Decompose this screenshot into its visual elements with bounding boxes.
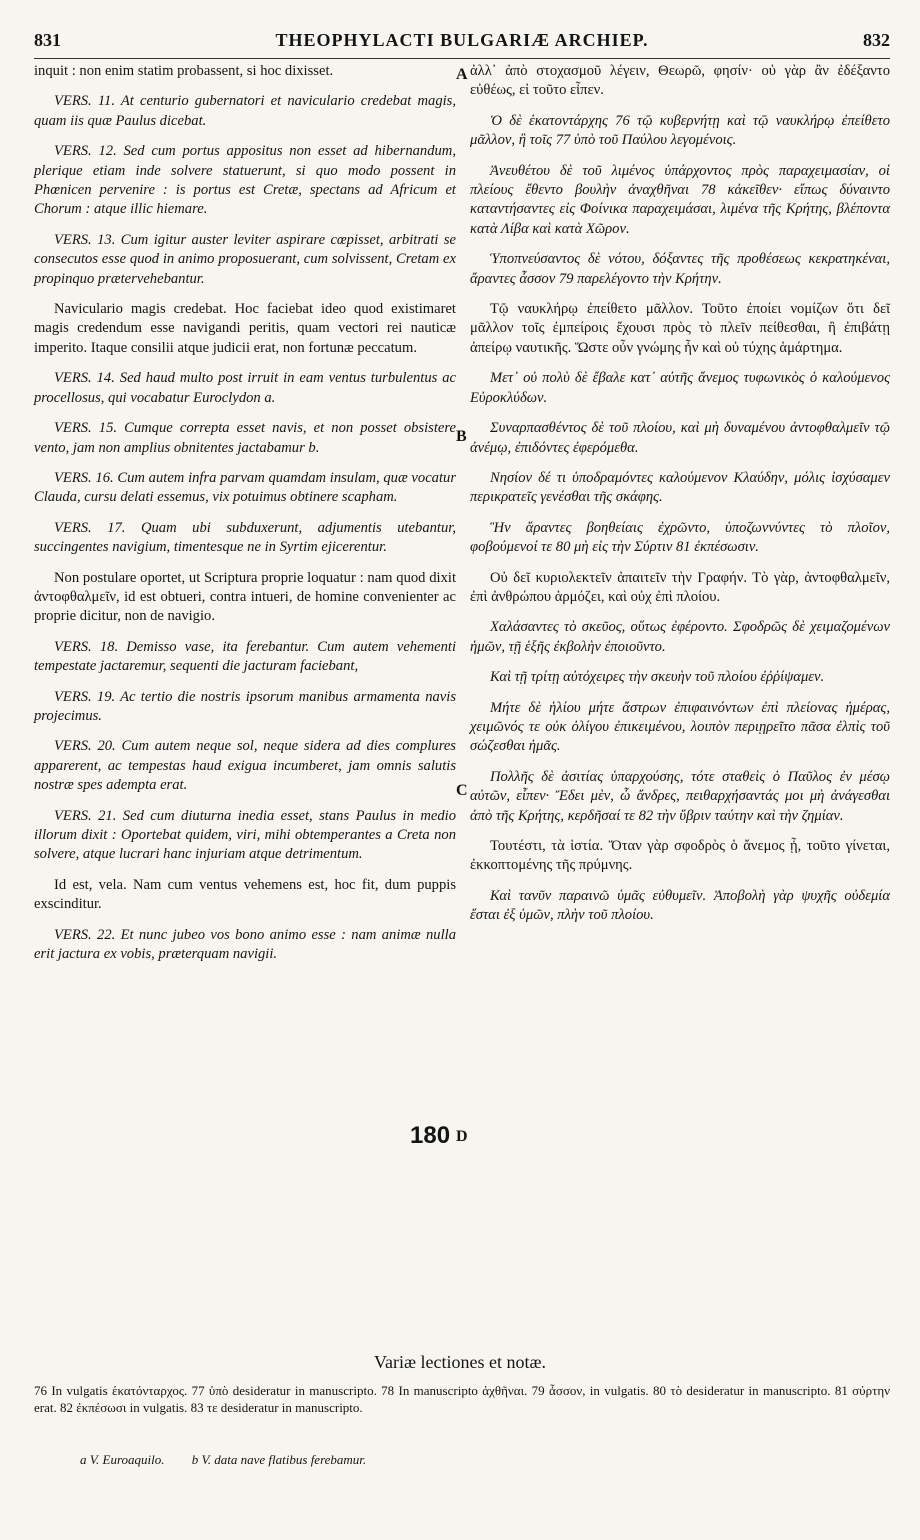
greek-paragraph: ἀλλ᾽ ἀπὸ στοχασμοῦ λέγειν, Θεωρῶ, φησίν· οὐ γὰρ ἂν ἐδέξαντο εὐθέως, εἰ τοῦτο εἶπεν. [470, 63, 890, 99]
latin-paragraph: VERS. 14. Sed haud multo post irruit in eam ventus turbulentus ac procellosus, qui vocabatur Euroclydon a. [34, 370, 456, 406]
greek-paragraph: Νησίον δέ τι ὑποδραμόντες καλούμενον Κλαύδην, μόλις ἰσχύσαμεν περικρατεῖς γενέσθαι τῆς σκάφης. [470, 469, 890, 506]
greek-paragraph: Χαλάσαντες τὸ σκεῦος, οὕτως ἐφέροντο. Σφοδρῶς δὲ χειμαζομένων ἡμῶν, τῇ ἑξῆς ἐκβολὴν ἐποιοῦντο. [470, 619, 890, 655]
greek-paragraph: Καὶ τῇ τρίτῃ αὐτόχειρες τὴν σκευὴν τοῦ πλοίου ἐῤῥίψαμεν. [490, 669, 825, 686]
greek-paragraph: Ὁ δὲ ἑκατοντάρχης 76 τῷ κυβερνήτῃ καὶ τῷ ναυκλήρῳ ἐπείθετο μᾶλλον, ἢ τοῖς 77 ὑπὸ τοῦ Παύλου λεγομένοις. [470, 112, 890, 149]
latin-paragraph: VERS. 13. Cum igitur auster leviter aspirare cœpisset, arbitrati se consecutos esse quod in animo proposuerant, cum solvissent, Cretam ex propinquo prætervehebantur. [34, 231, 456, 287]
latin-paragraph: VERS. 20. Cum autem neque sol, neque sidera ad dies complures apparerent, ac tempestas haud exigua incumberet, jam omnis salutis nostræ spes adempta erat. [34, 738, 456, 794]
latin-paragraph: VERS. 22. Et nunc jubeo vos bono animo esse : nam animæ nulla erit jactura ex vobis, præterquam navigii. [34, 926, 456, 963]
footnote-a: a V. Euroaquilo. [80, 1452, 165, 1467]
latin-paragraph: VERS. 18. Demisso vase, ita ferebantur. Cum autem vehementi tempestate jactaremur, sequenti die jacturam faciebant, [34, 638, 456, 675]
left-page-number: 831 [34, 30, 61, 50]
latin-paragraph: VERS. 12. Sed cum portus appositus non esset ad hibernandum, plerique etiam inde solvere statuerunt, si quo modo possent in Phœnicen pervenire : is portus est Cretæ, spectans ad Africum et Chorum : atque illic hiemare. [34, 143, 456, 218]
greek-column [470, 62, 890, 937]
column-number: 180 [410, 1122, 451, 1149]
footnotes [80, 1452, 890, 1468]
running-header [34, 30, 890, 59]
right-page-number: 832 [863, 30, 890, 50]
greek-paragraph: Ἀνευθέτου δὲ τοῦ λιμένος ὑπάρχοντος πρὸς παραχειμασίαν, οἱ πλείους ἔθεντο βουλὴν ἀναχθῆναι 78 κἀκεῖθεν· εἴπως δύναιντο καταντήσαντες εἰς Φοίνικα παραχειμάσαι, λιμένα τῆς Κρήτης, βλέποντα κατὰ Λίβα καὶ κατὰ Χῶρον. [470, 162, 890, 237]
latin-column [34, 62, 456, 975]
greek-paragraph: Οὐ δεῖ κυριολεκτεῖν ἀπαιτεῖν τὴν Γραφήν. Τὸ γὰρ, ἀντοφθαλμεῖν, ἐπὶ ἀνθρώπου ἁρμόζει, καὶ οὐχ ἐπὶ πλοίου. [470, 569, 890, 605]
latin-paragraph: Non postulare oportet, ut Scriptura proprie loquatur : nam quod dixit ἀντοφθαλμεῖν, id est obtueri, contra intueri, de homine convenienter ac proprie dicitur, non de navigio. [34, 569, 456, 625]
greek-paragraph: Συναρπασθέντος δὲ τοῦ πλοίου, καὶ μὴ δυναμένου ἀντοφθαλμεῖν τῷ ἀνέμῳ, ἐπιδόντες ἐφερόμεθα. [470, 420, 890, 456]
greek-paragraph: Καὶ τανῦν παραινῶ ὑμᾶς εὐθυμεῖν. Ἀποβολὴ γὰρ ψυχῆς οὐδεμία ἔσται ἐξ ὑμῶν, πλὴν τοῦ πλοίου. [470, 887, 890, 924]
greek-paragraph: Μετ᾽ οὐ πολὺ δὲ ἔβαλε κατ᾽ αὐτῆς ἄνεμος τυφωνικὸς ὁ καλούμενος Εὐροκλύδων. [470, 370, 890, 406]
greek-paragraph: Τουτέστι, τὰ ἱστία. Ὅταν γὰρ σφοδρὸς ὁ ἄνεμος ᾖ, τοῦτο γίνεται, ἐκκοπτομένης τῆς πρύμνης. [470, 838, 890, 874]
margin-marker-c: C [456, 782, 468, 799]
latin-paragraph: Naviculario magis credebat. Hoc faciebat ideo quod existimaret magis credendum esse navigandi peritis, quam vectori rei nauticæ imperito. Itaque consilii atque judicii erat, non fortunæ peccatum. [34, 301, 456, 356]
latin-paragraph: VERS. 21. Sed cum diuturna inedia esset, stans Paulus in medio illorum dixit : Oportebat quidem, viri, mihi obtemperantes a Creta non solvere, atque lucrari hanc injuriam atque detrimentum. [34, 807, 456, 863]
running-title: THEOPHYLACTI BULGARIÆ ARCHIEP. [275, 30, 649, 50]
margin-marker-d: D [456, 1128, 468, 1145]
footnote-b: b V. data nave flatibus ferebamur. [191, 1452, 367, 1467]
variant-readings: 76 In vulgatis ἑκατόνταρχος. 77 ὑπὸ desideratur in manuscripto. 78 In manuscripto ἀχθῆναι. 79 ἆσσον, in vulgatis. 80 τὸ desideratur in manuscripto. 81 σύρτην erat. 82 ἐκπέσωσι in vulgatis. 83 τε desideratur in manuscripto. [34, 1383, 890, 1415]
notes-title: Variæ lectiones et notæ. [374, 1352, 546, 1372]
margin-marker-a: A [456, 66, 468, 83]
margin-marker-b: B [456, 428, 467, 445]
greek-paragraph: Τῷ ναυκλήρῳ ἐπείθετο μᾶλλον. Τοῦτο ἐποίει νομίζων ὅτι δεῖ μᾶλλον τοῖς ἐμπείροις ἔχουσι πρὸς τὸ πλεῖν πείθεσθαι, ἢ ἐπιβάτῃ ἀπείρῳ ναυτικῆς. Ὥστε οὖν γνώμης ἦν καὶ οὐ τύχης ἁμάρτημα. [470, 301, 890, 356]
latin-paragraph: Id est, vela. Nam cum ventus vehemens est, hoc fit, dum puppis exscinditur. [34, 876, 456, 913]
greek-paragraph: Ἣν ἄραντες βοηθείαις ἐχρῶντο, ὑποζωννύντες τὸ πλοῖον, φοβούμενοί τε 80 μὴ εἰς τὴν Σύρτιν 81 ἐκπέσωσιν. [470, 519, 890, 556]
greek-paragraph: Ὑποπνεύσαντος δὲ νότου, δόξαντες τῆς προθέσεως κεκρατηκέναι, ἄραντες ἆσσον 79 παρελέγοντο τὴν Κρήτην. [470, 251, 890, 287]
latin-paragraph: VERS. 17. Quam ubi subduxerunt, adjumentis utebantur, succingentes navigium, timentesque ne in Syrtim ejicerentur. [34, 519, 456, 556]
latin-paragraph: inquit : non enim statim probassent, si hoc dixisset. [34, 63, 334, 79]
latin-paragraph: VERS. 11. At centurio gubernatori et naviculario credebat magis, quam iis quæ Paulus dicebat. [34, 93, 456, 129]
latin-paragraph: VERS. 15. Cumque correpta esset navis, et non posset obsistere vento, jam non amplius obnitentes jactabamur b. [34, 420, 456, 456]
greek-paragraph: Πολλῆς δὲ ἀσιτίας ὑπαρχούσης, τότε σταθεὶς ὁ Παῦλος ἐν μέσῳ αὐτῶν, εἶπεν· Ἔδει μὲν, ὦ ἄνδρες, πειθαρχήσαντάς μοι μὴ ἀνάγεσθαι ἀπὸ τῆς Κρήτης, κερδῆσαί τε 82 τὴν ὕβριν ταύτην καὶ τὴν ζημίαν. [470, 768, 890, 824]
latin-paragraph: VERS. 19. Ac tertio die nostris ipsorum manibus armamenta navis projecimus. [34, 688, 456, 724]
latin-paragraph: VERS. 16. Cum autem infra parvam quamdam insulam, quæ vocatur Clauda, cursu delati essemus, vix potuimus obtinere scapham. [34, 469, 456, 506]
greek-paragraph: Μήτε δὲ ἡλίου μήτε ἄστρων ἐπιφαινόντων ἐπὶ πλείονας ἡμέρας, χειμῶνός τε οὐκ ὀλίγου ἐπικειμένου, λοιπὸν περιῃρεῖτο πᾶσα ἐλπὶς τοῦ σώζεσθαι ἡμᾶς. [470, 699, 890, 755]
